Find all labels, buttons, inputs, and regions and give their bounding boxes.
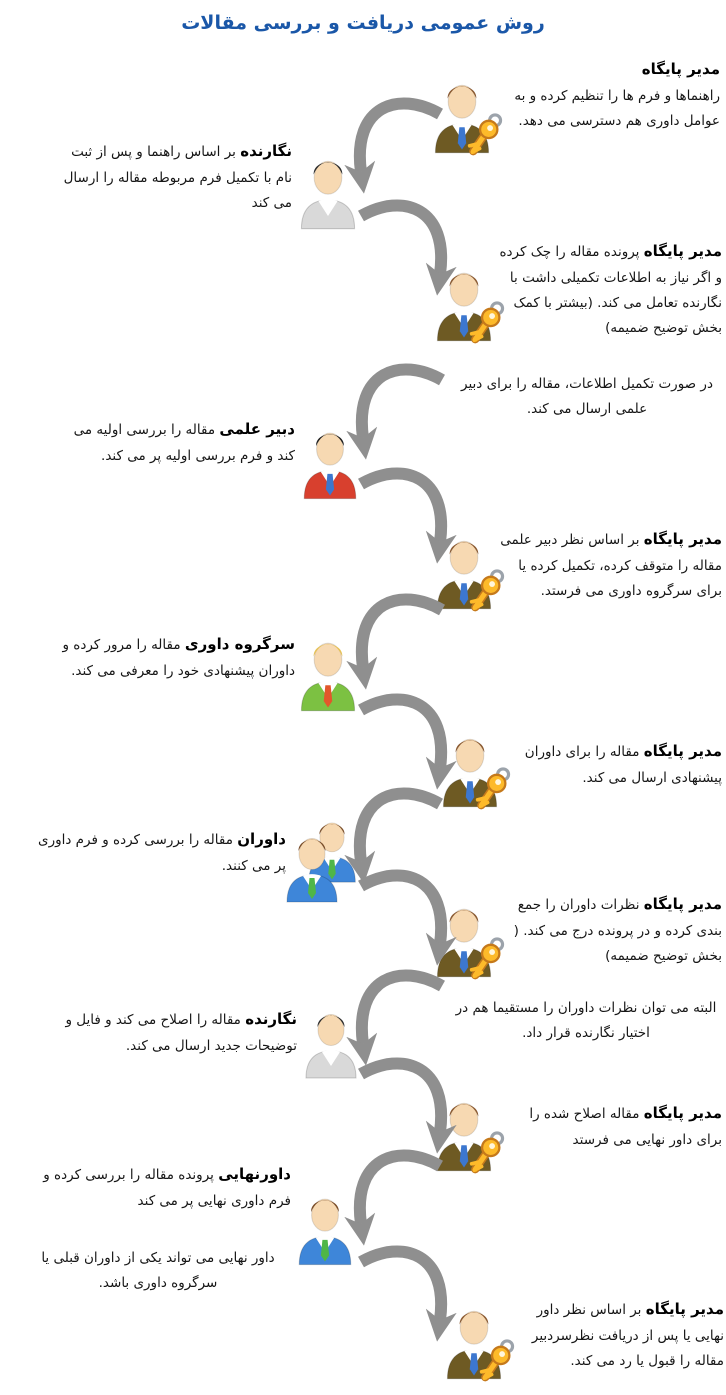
page-title: روش عمومی دریافت و بررسی مقالات <box>181 12 545 34</box>
step-description: مقاله را بررسی اولیه می کند و فرم بررسی اولیه پر می کند. <box>73 422 295 464</box>
flow-arrow <box>336 96 451 191</box>
step-description: مقاله را برای داوران پیشنهادی ارسال می کند. <box>524 744 722 786</box>
step-description: مقاله اصلاح شده را برای داور نهایی می فرستد <box>529 1106 722 1148</box>
step-reviewers <box>38 826 286 879</box>
note-text: البته می توان نظرات داوران را مستقیما هم در اختیار نگارنده قرار داد. <box>455 1000 717 1041</box>
step-description: بر اساس نظر دبیر علمی مقاله را متوقف کرده، تکمیل کرده یا برای سرگروه داوری می فرستد. <box>500 532 722 599</box>
step-description: مقاله را مرور کرده و داوران پیشنهادی خود را معرفی می کند. <box>62 637 295 679</box>
step-description: پرونده مقاله را بررسی کرده و فرم داوری نهایی پر می کند <box>43 1167 291 1209</box>
flow-arrow <box>350 1056 465 1151</box>
step-final-reviewer <box>25 1161 291 1214</box>
flow-arrow <box>336 1148 451 1243</box>
step-site-manager-1 <box>500 56 720 134</box>
flow-arrow <box>350 868 465 963</box>
note-send-to-editor <box>455 372 719 422</box>
actor-name: نگارنده <box>245 1010 297 1028</box>
step-review-head <box>45 631 295 684</box>
step-site-manager-3 <box>496 526 722 604</box>
actor-name: دبیر علمی <box>219 420 295 438</box>
flow-arrow <box>350 1244 465 1339</box>
flow-arrow <box>350 198 465 293</box>
step-author-1 <box>52 138 292 216</box>
step-description: مقاله را بررسی کرده و فرم داوری پر می کنند. <box>38 832 286 874</box>
flow-arrow <box>350 692 465 787</box>
step-site-manager-4 <box>508 738 722 791</box>
flow-arrow <box>338 362 453 457</box>
step-description: نظرات داوران را جمع بندی کرده و در پرونده درج می کند. ( بخش توضیح ضمیمه) <box>513 897 722 964</box>
actor-name: داورنهایی <box>218 1165 291 1183</box>
actor-name: مدیر پایگاه <box>645 1300 724 1318</box>
step-site-manager-6 <box>508 1100 722 1153</box>
actor-name: داوران <box>237 830 286 848</box>
actor-name: مدیر پایگاه <box>643 242 722 260</box>
step-site-manager-7 <box>506 1296 724 1374</box>
note-final-reviewer-choice <box>22 1246 294 1296</box>
flow-arrow <box>338 968 453 1063</box>
actor-name: نگارنده <box>240 142 292 160</box>
step-description: بر اساس نظر داور نهایی یا پس از دریافت نظرسردبیر مقاله را قبول یا رد می کند. <box>531 1302 724 1369</box>
step-author-2 <box>15 1006 297 1059</box>
actor-name: مدیر پایگاه <box>643 530 722 548</box>
step-science-editor <box>55 416 295 469</box>
flow-arrow <box>350 466 465 561</box>
step-site-manager-2 <box>496 238 722 341</box>
note-text: در صورت تکمیل اطلاعات، مقاله را برای دبیر علمی ارسال می کند. <box>461 376 713 417</box>
step-site-manager-5 <box>496 891 722 969</box>
actor-name: مدیر پایگاه <box>643 1104 722 1122</box>
step-description: مقاله را اصلاح می کند و فایل و توضیحات جدید ارسال می کند. <box>65 1012 297 1054</box>
actor-name: مدیر پایگاه <box>643 742 722 760</box>
step-description: راهنماها و فرم ها را تنظیم کرده و به عوامل داوری هم دسترسی می دهد. <box>514 87 720 129</box>
note-direct-comments <box>452 996 720 1046</box>
flow-arrow <box>336 786 451 881</box>
flow-arrow <box>338 592 453 687</box>
actor-name: سرگروه داوری <box>184 635 295 653</box>
step-description: بر اساس راهنما و پس از ثبت نام با تکمیل فرم مربوطه مقاله را ارسال می کند <box>63 144 292 211</box>
actor-name: مدیر پایگاه <box>643 895 722 913</box>
actor-name: مدیر پایگاه <box>641 60 720 78</box>
step-description: پرونده مقاله را چک کرده و اگر نیاز به اطلاعات تکمیلی داشت با نگارنده تعامل می کند. (بیشتر با کمک بخش توضیح ضمیمه) <box>499 244 722 336</box>
note-text: داور نهایی می تواند یکی از داوران قبلی یا سرگروه داوری باشد. <box>41 1250 275 1291</box>
